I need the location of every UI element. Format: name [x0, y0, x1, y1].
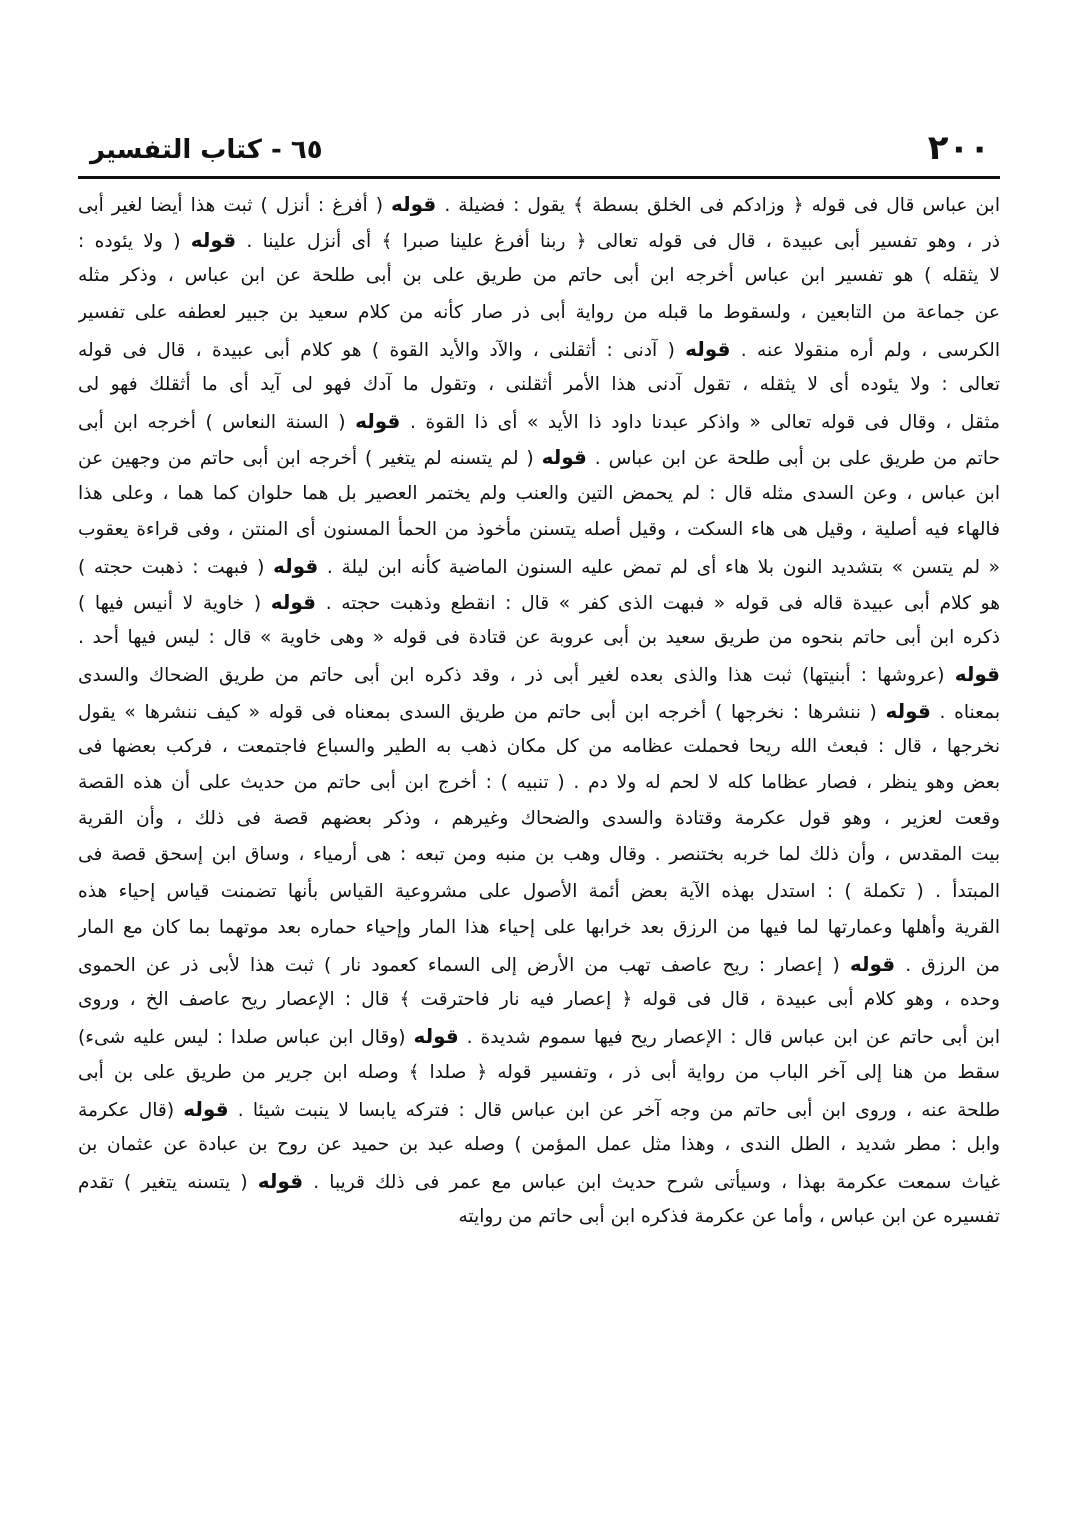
keyword-qawluhu: قوله: [272, 553, 319, 578]
text-line: [78, 186, 1000, 222]
line-text: تعالى : ولا يئوده أى لا يثقله ، تقول آدنى هذا الأمر أثقلنى ، وتقول ما آدك فهو لى آيد أى ما أثقلك فهو لى: [78, 373, 1000, 395]
line-text: الكرسى ، ولم أره منقولا عنه .: [730, 339, 1000, 361]
text-line: [78, 584, 1000, 620]
page-header: [90, 128, 990, 168]
text-line: [78, 331, 1000, 367]
line-text: بعض وهو ينظر ، فصار عظاما كله لا لحم له ولا دم . ( تنبيه ) : أخرج ابن أبى حاتم من حديث على أن هذه القصة: [78, 772, 1000, 793]
text-line: [78, 620, 1000, 656]
keyword-qawluhu: قوله: [257, 1169, 304, 1194]
line-text: القرية وأهلها وعمارتها لما فيها من الرزق بعد خرابها على إحياء هذا المار وإحياء حماره بعد موتهما بما كان مع المار: [78, 916, 1000, 938]
commentary-text: [78, 186, 1000, 1235]
line-text: بمعناه .: [930, 701, 1000, 723]
line-text: ابن أبى حاتم عن ابن عباس قال : الإعصار ريح فيها سموم شديدة .: [458, 1027, 1000, 1049]
keyword-qawluhu: قوله: [541, 445, 587, 470]
text-line: [78, 512, 1000, 548]
text-line: [78, 1018, 1000, 1054]
text-line: [78, 439, 1000, 475]
running-title: ٦٥ - كتاب التفسير: [90, 135, 323, 165]
keyword-qawluhu: قوله: [270, 590, 317, 615]
text-line: [78, 1127, 1000, 1163]
text-line: [78, 1163, 1000, 1199]
line-text: ( ولا يئوده :: [78, 231, 191, 253]
keyword-qawluhu: قوله: [391, 192, 437, 216]
line-text: (عروشها : أبنيتها) ثبت هذا والذى بعده لغير أبى ذر ، وقد ذكره ابن أبى حاتم من طريق الضحاك والسدى: [78, 665, 955, 687]
line-text: من الرزق .: [895, 954, 1000, 976]
text-line: [78, 222, 1000, 258]
line-text: سقط من هنا إلى آخر الباب من رواية أبى ذر ، وتفسير قوله ﴿ صلدا ﴾ وصله ابن جرير من طريق على بن أبى: [78, 1061, 1000, 1083]
line-text: بيت المقدس ، وأن ذلك لما خربه بختنصر . وقال وهب بن منبه ومن تبعه : هى أرمياء ، وساق ابن إسحق قصة فى: [78, 844, 1000, 866]
keyword-qawluhu: قوله: [685, 336, 731, 361]
text-line: [78, 403, 1000, 439]
line-text: هو كلام أبى عبيدة قاله فى قوله « فبهت الذى كفر » قال : انقطع وذهبت حجته .: [316, 593, 1000, 615]
text-line: [78, 801, 1000, 837]
line-text: وقعت لعزير ، وهو قول عكرمة وقتادة والسدى والضحاك وغيرهم ، وذكر بعضهم قصة فى ذلك ، وأن القرية: [78, 808, 1000, 830]
keyword-qawluhu: قوله: [413, 1024, 459, 1049]
keyword-qawluhu: قوله: [954, 662, 1000, 687]
line-text: لا يثقله ) هو تفسير ابن عباس أخرجه ابن أبى حاتم من طريق على بن أبى طلحة عن ابن عباس ، وذكر مثله: [78, 265, 1000, 287]
text-line: [78, 910, 1000, 946]
text-line: [78, 1055, 1000, 1091]
line-text: وابل : مطر شديد ، الطل الندى ، وهذا مثل عمل المؤمن ) وصله عبد بن حميد عن روح بن عبادة عن عثمان بن: [78, 1133, 1000, 1155]
keyword-qawluhu: قوله: [885, 698, 931, 723]
line-text: نخرجها ، قال : فبعث الله ريحا فحملت عظامه من كل مكان ذهب به الطير والسباع فاجتمعت ، فركب بعضها فى: [78, 735, 1000, 757]
line-text: ابن عباس ، وعن السدى مثله قال : لم يحمض التين والعنب ولم يختمر العصير بل هما حلوان كما هما ، وعلى هذا: [78, 482, 1000, 504]
line-text: ( ننشرها : نخرجها ) أخرجه ابن أبى حاتم من طريق السدى بمعناه فى قوله « كيف ننشرها » يقول: [78, 701, 886, 723]
text-line: [78, 729, 1000, 765]
line-text: ( آدنى : أثقلنى ، والآد والأيد القوة ) هو كلام أبى عبيدة ، قال فى قوله: [78, 339, 686, 361]
keyword-qawluhu: قوله: [355, 409, 401, 434]
line-text: « لم يتسن » بتشديد النون بلا هاء أى لم تمض عليه السنون الماضية كأنه ابن ليلة .: [318, 556, 1000, 578]
text-line: [78, 946, 1000, 982]
text-line: [78, 693, 1000, 729]
keyword-qawluhu: قوله: [190, 228, 237, 253]
line-text: (وقال ابن عباس صلدا : ليس عليه شىء): [78, 1027, 414, 1049]
line-text: المبتدأ . ( تكملة ) : استدل بهذه الآية بعض أئمة الأصول على مشروعية القياس بأنها تضمنت قياس إحياء هذه: [78, 880, 1000, 902]
line-text: ( يتسنه يتغير ) تقدم: [78, 1172, 258, 1194]
text-line: [78, 656, 1000, 692]
line-text: ( أفرغ : أنزل ) ثبت هذا أيضا لغير أبى: [78, 195, 391, 216]
line-text: عن جماعة من التابعين ، ولسقوط ما قبله من رواية أبى ذر صار كأنه من كلام سعيد بن جبير لعطفه على تفسير: [78, 301, 1000, 323]
text-line: [78, 765, 1000, 801]
line-text: مثقل ، وقال فى قوله تعالى « واذكر عبدنا داود ذا الأيد » أى ذا القوة .: [400, 412, 1000, 434]
line-text: ( إعصار : ريح عاصف تهب من الأرض إلى السماء كعمود نار ) ثبت هذا لأبى ذر عن الحموى: [78, 954, 850, 976]
line-text: ابن عباس قال فى قوله ﴿ وزادكم فى الخلق بسطة ﴾ يقول : فضيلة .: [436, 195, 1000, 216]
keyword-qawluhu: قوله: [849, 951, 896, 976]
line-text: غياث سمعت عكرمة بهذا ، وسيأتى شرح حديث ابن عباس مع عمر فى ذلك قريبا .: [303, 1172, 1000, 1194]
line-text: ذر ، وهو تفسير أبى عبيدة ، قال فى قوله تعالى ﴿ ربنا أفرغ علينا صبرا ﴾ أى أنزل علينا .: [236, 231, 1000, 253]
keyword-qawluhu: قوله: [183, 1096, 229, 1121]
line-text: ( خاوية لا أنيس فيها ): [78, 593, 271, 615]
header-rule: [78, 176, 1000, 179]
text-line: [78, 295, 1000, 331]
line-text: تفسيره عن ابن عباس ، وأما عن عكرمة فذكره ابن أبى حاتم من روايته: [458, 1206, 1000, 1228]
line-text: وحده ، وهو كلام أبى عبيدة ، قال فى قوله ﴿ إعصار فيه نار فاحترقت ﴾ قال : الإعصار ريح عاصف الخ ، وروى: [78, 989, 1000, 1011]
line-text: ( فبهت : ذهبت حجته ): [78, 556, 273, 578]
page-number: ٢٠٠: [927, 128, 990, 168]
text-line: [78, 1091, 1000, 1127]
line-text: ( السنة النعاس ) أخرجه ابن أبى: [78, 412, 356, 434]
line-text: طلحة عنه ، وروى ابن أبى حاتم من وجه آخر عن ابن عباس قال : فتركه يابسا لا ينبت شيئا .: [228, 1099, 1000, 1121]
line-text: ذكره ابن أبى حاتم بنحوه من طريق سعيد بن أبى عروبة عن قتادة فى قوله « وهى خاوية » قال : ليس فيها أحد .: [78, 627, 1000, 649]
text-line: [78, 837, 1000, 873]
text-line: [78, 982, 1000, 1018]
line-text: ( لم يتسنه لم يتغير ) أخرجه ابن أبى حاتم من وجهين عن: [78, 448, 542, 470]
text-line: [78, 874, 1000, 910]
line-text: فالهاء فيه أصلية ، وقيل هى هاء السكت ، وقيل أصله يتسنن مأخوذ من الحمأ المسنون أى المنتن ، وفى قراءة يعقوب: [78, 518, 1000, 540]
text-line: [78, 1199, 1000, 1235]
text-line: [78, 548, 1000, 584]
line-text: حاتم من طريق على بن أبى طلحة عن ابن عباس .: [586, 448, 1000, 470]
text-line: [78, 367, 1000, 403]
text-line: [78, 476, 1000, 512]
text-line: [78, 258, 1000, 294]
line-text: (قال عكرمة: [78, 1099, 184, 1121]
